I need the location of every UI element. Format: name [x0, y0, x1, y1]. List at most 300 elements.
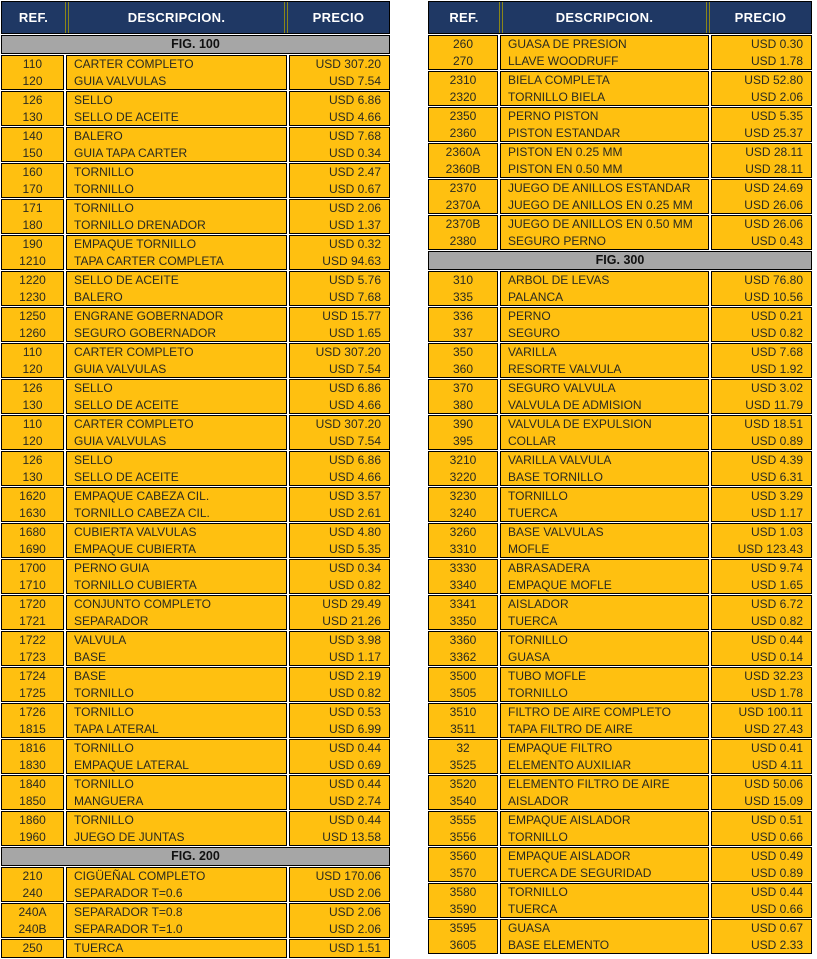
precio-column-box — [711, 739, 812, 774]
row-group — [428, 451, 812, 486]
desc-cell: PERNO GUIA — [74, 561, 150, 575]
precio-column-box — [711, 107, 812, 142]
desc-cell: SELLO DE ACEITE — [74, 469, 179, 484]
ref-column-box — [1, 451, 64, 486]
section-header-fig-300: FIG. 300 — [428, 251, 812, 270]
ref-cell: 3500 — [449, 669, 477, 683]
row-group — [428, 35, 812, 70]
ref-cell: 2370 — [449, 181, 477, 195]
desc-cell: VALVULA — [74, 633, 127, 647]
ref-cell: 1260 — [19, 325, 46, 340]
row-group — [428, 487, 812, 522]
desc-cell: ARBOL DE LEVAS — [508, 273, 610, 287]
ref-cell: 1830 — [19, 757, 46, 772]
desc-cell: SELLO DE ACEITE — [74, 397, 179, 412]
price-cell: USD 0.44 — [328, 813, 381, 827]
price-cell: USD 0.30 — [750, 37, 803, 51]
ref-cell: 1690 — [19, 541, 46, 556]
price-cell: USD 4.66 — [328, 109, 381, 124]
ref-cell: 2360B — [445, 161, 481, 176]
price-cell: USD 0.34 — [328, 145, 381, 160]
price-cell: USD 11.79 — [745, 397, 803, 412]
ref-cell: 1250 — [19, 309, 46, 323]
descripcion-column-box — [66, 903, 287, 938]
header-ref: REF. — [449, 10, 479, 25]
precio-column-box — [711, 919, 812, 954]
ref-cell: 130 — [22, 469, 43, 484]
price-cell: USD 0.41 — [750, 741, 803, 755]
descripcion-column-box — [66, 415, 287, 450]
ref-cell: 1850 — [19, 793, 46, 808]
price-cell: USD 32.23 — [744, 669, 803, 683]
precio-column-box — [711, 883, 812, 918]
ref-cell: 3310 — [449, 541, 477, 556]
desc-cell: EMPAQUE TORNILLO — [74, 237, 197, 251]
desc-cell: CARTER COMPLETO — [74, 417, 194, 431]
descripcion-column-box — [500, 667, 709, 702]
desc-cell: TORNILLO — [74, 181, 134, 196]
ref-column-box — [428, 919, 498, 954]
price-cell: USD 7.54 — [328, 433, 381, 448]
desc-cell: TAPA LATERAL — [74, 721, 159, 736]
desc-cell: EMPAQUE MOFLE — [508, 577, 612, 592]
price-cell: USD 0.66 — [750, 901, 803, 916]
descripcion-column-box — [500, 703, 709, 738]
ref-cell: 3362 — [449, 649, 477, 664]
row-group — [1, 631, 390, 666]
row-group — [428, 215, 812, 250]
price-cell: USD 0.53 — [328, 705, 381, 719]
descripcion-column-box — [500, 343, 709, 378]
desc-cell: ELEMENTO AUXILIAR — [508, 757, 632, 772]
ref-cell: 126 — [22, 93, 43, 107]
price-cell: USD 1.78 — [750, 685, 803, 700]
ref-column-box — [1, 163, 64, 198]
descripcion-column-box — [66, 775, 287, 810]
descripcion-column-box — [66, 199, 287, 234]
ref-column-box — [428, 667, 498, 702]
ref-column-box — [428, 775, 498, 810]
price-cell: USD 307.20 — [315, 345, 381, 359]
price-cell: USD 28.11 — [745, 145, 803, 159]
desc-cell: RESORTE VALVULA — [508, 361, 622, 376]
desc-cell: TORNILLO — [74, 685, 134, 700]
descripcion-column-box — [500, 307, 709, 342]
price-cell: USD 100.11 — [738, 705, 803, 719]
ref-column-box — [1, 631, 64, 666]
price-cell: USD 6.31 — [750, 469, 803, 484]
price-cell: USD 3.02 — [750, 381, 803, 395]
row-group — [1, 487, 390, 522]
ref-cell: 1710 — [19, 577, 46, 592]
price-cell: USD 2.19 — [328, 669, 381, 683]
precio-column-box — [289, 739, 390, 774]
ref-column-box — [428, 343, 498, 378]
ref-cell: 32 — [456, 741, 470, 755]
desc-cell: CIGÜEÑAL COMPLETO — [74, 869, 206, 883]
ref-column-box — [1, 127, 64, 162]
row-group — [1, 703, 390, 738]
ref-column-box — [1, 55, 64, 90]
price-cell: USD 1.03 — [750, 525, 803, 539]
price-cell: USD 7.68 — [328, 129, 381, 143]
precio-column-box — [711, 631, 812, 666]
price-cell: USD 2.06 — [328, 921, 381, 936]
ref-column-box — [1, 775, 64, 810]
precio-column-box — [711, 703, 812, 738]
price-cell: USD 307.20 — [315, 417, 381, 431]
ref-cell: 140 — [22, 129, 43, 143]
ref-cell: 240 — [22, 885, 43, 900]
ref-column-box — [428, 271, 498, 306]
price-cell: USD 6.86 — [328, 93, 381, 107]
ref-column-box — [1, 867, 64, 902]
desc-cell: TORNILLO — [508, 885, 568, 899]
ref-cell: 120 — [22, 73, 43, 88]
ref-cell: 390 — [452, 417, 474, 431]
ref-cell: 3590 — [449, 901, 477, 916]
ref-cell: 240A — [18, 905, 47, 919]
descripcion-column-box — [500, 487, 709, 522]
price-cell: USD 2.06 — [328, 201, 381, 215]
ref-cell: 110 — [22, 345, 43, 359]
ref-cell: 2350 — [449, 109, 477, 123]
price-cell: USD 4.39 — [750, 453, 803, 467]
ref-column-box — [1, 343, 64, 378]
descripcion-column-box — [500, 215, 709, 250]
desc-cell: BASE VALVULAS — [508, 525, 604, 539]
desc-cell: TORNILLO DRENADOR — [74, 217, 206, 232]
ref-cell: 3520 — [449, 777, 477, 791]
precio-column-box — [289, 163, 390, 198]
ref-cell: 3220 — [449, 469, 477, 484]
price-cell: USD 1.65 — [328, 325, 381, 340]
precio-column-box — [711, 343, 812, 378]
precio-column-box — [289, 811, 390, 846]
desc-cell: GUIA VALVULAS — [74, 433, 167, 448]
ref-cell: 1630 — [19, 505, 46, 520]
ref-column-box — [1, 523, 64, 558]
ref-cell: 3510 — [449, 705, 477, 719]
precio-column-box — [289, 595, 390, 630]
ref-column-box — [428, 379, 498, 414]
ref-cell: 3505 — [449, 685, 477, 700]
precio-column-box — [711, 143, 812, 178]
row-group — [1, 451, 390, 486]
price-cell: USD 26.06 — [744, 197, 803, 212]
ref-cell: 1720 — [19, 597, 46, 611]
precio-column-box — [711, 523, 812, 558]
price-cell: USD 4.66 — [328, 469, 381, 484]
ref-cell: 3360 — [449, 633, 477, 647]
price-cell: USD 0.82 — [750, 325, 803, 340]
descripcion-column-box — [66, 379, 287, 414]
descripcion-column-box — [500, 847, 709, 882]
price-cell: USD 6.86 — [328, 381, 381, 395]
descripcion-column-box — [66, 235, 287, 270]
row-group — [428, 307, 812, 342]
ref-cell: 3260 — [449, 525, 477, 539]
descripcion-column-box — [500, 71, 709, 106]
row-group — [1, 667, 390, 702]
price-cell: USD 0.44 — [750, 633, 803, 647]
desc-cell: GUASA — [508, 649, 551, 664]
row-group — [1, 559, 390, 594]
ref-cell: 370 — [452, 381, 474, 395]
ref-column-box — [1, 199, 64, 234]
price-cell: USD 0.44 — [328, 741, 381, 755]
ref-cell: 1860 — [19, 813, 46, 827]
precio-column-box — [289, 703, 390, 738]
ref-cell: 1726 — [19, 705, 46, 719]
row-group — [1, 163, 390, 198]
row-group — [428, 595, 812, 630]
ref-cell: 3511 — [450, 721, 476, 736]
ref-column-box — [428, 847, 498, 882]
price-cell: USD 25.37 — [744, 125, 803, 140]
ref-column-box — [1, 667, 64, 702]
row-group — [1, 811, 390, 846]
ref-column-box — [1, 379, 64, 414]
desc-cell: PISTON EN 0.50 MM — [508, 161, 623, 176]
price-cell: USD 3.57 — [328, 489, 381, 503]
precio-column-box — [289, 903, 390, 938]
row-group — [428, 179, 812, 214]
ref-column-box — [1, 91, 64, 126]
descripcion-column-box — [500, 739, 709, 774]
desc-cell: COLLAR — [508, 433, 557, 448]
desc-cell: GUASA — [508, 921, 551, 935]
header-precio: PRECIO — [734, 10, 787, 25]
desc-cell: BIELA COMPLETA — [508, 73, 610, 87]
desc-cell: SELLO DE ACEITE — [74, 109, 179, 124]
desc-cell: TAPA CARTER COMPLETA — [74, 253, 224, 268]
precio-column-box — [711, 415, 812, 450]
desc-cell: GUIA VALVULAS — [74, 73, 167, 88]
price-cell: USD 0.89 — [750, 865, 803, 880]
desc-cell: BALERO — [74, 129, 123, 143]
precio-column-box — [289, 235, 390, 270]
ref-cell: 3580 — [449, 885, 477, 899]
row-group — [1, 415, 390, 450]
parts-price-table-left — [1, 1, 390, 959]
price-cell: USD 76.80 — [744, 273, 803, 287]
ref-cell: 130 — [22, 397, 43, 412]
price-cell: USD 7.54 — [328, 361, 381, 376]
ref-cell: 1960 — [19, 829, 46, 844]
precio-column-box — [711, 487, 812, 522]
price-cell: USD 5.35 — [328, 541, 381, 556]
row-group — [428, 343, 812, 378]
desc-cell: TUERCA — [508, 901, 558, 916]
precio-column-box — [289, 451, 390, 486]
precio-column-box — [289, 91, 390, 126]
desc-cell: TORNILLO — [508, 633, 568, 647]
price-cell: USD 2.33 — [750, 937, 803, 952]
precio-column-box — [711, 451, 812, 486]
descripcion-column-box — [66, 163, 287, 198]
row-group — [1, 127, 390, 162]
ref-cell: 260 — [452, 37, 474, 51]
precio-column-box — [711, 667, 812, 702]
row-group — [428, 559, 812, 594]
ref-cell: 210 — [22, 869, 43, 883]
ref-column-box — [1, 703, 64, 738]
price-cell: USD 15.77 — [322, 309, 381, 323]
price-cell: USD 1.92 — [750, 361, 803, 376]
price-cell: USD 6.72 — [750, 597, 803, 611]
desc-cell: SEGURO VALVULA — [508, 381, 616, 395]
price-cell: USD 2.47 — [328, 165, 381, 179]
parts-price-table-right — [428, 1, 812, 955]
price-cell: USD 4.11 — [751, 757, 803, 772]
price-cell: USD 4.80 — [328, 525, 381, 539]
ref-cell: 3595 — [449, 921, 477, 935]
desc-cell: BASE — [74, 649, 107, 664]
descripcion-column-box — [66, 703, 287, 738]
price-cell: USD 2.74 — [328, 793, 381, 808]
ref-cell: 335 — [452, 289, 474, 304]
ref-cell: 270 — [452, 53, 474, 68]
price-cell: USD 0.44 — [328, 777, 381, 791]
price-cell: USD 29.49 — [322, 597, 381, 611]
header-ref: REF. — [18, 10, 49, 25]
ref-column-box — [428, 811, 498, 846]
descripcion-column-box — [66, 343, 287, 378]
ref-column-box — [1, 235, 64, 270]
desc-cell: AISLADOR — [508, 597, 569, 611]
ref-column-box — [428, 307, 498, 342]
row-group — [428, 775, 812, 810]
ref-column-box — [1, 595, 64, 630]
ref-cell: 3555 — [449, 813, 477, 827]
ref-column-box — [1, 559, 64, 594]
desc-cell: ELEMENTO FILTRO DE AIRE — [508, 777, 670, 791]
descripcion-column-box — [500, 919, 709, 954]
descripcion-column-box — [500, 595, 709, 630]
precio-column-box — [711, 559, 812, 594]
price-cell: USD 27.43 — [744, 721, 803, 736]
price-cell: USD 170.06 — [315, 869, 381, 883]
precio-column-box — [711, 179, 812, 214]
ref-cell: 1620 — [19, 489, 46, 503]
descripcion-column-box — [66, 451, 287, 486]
price-cell: USD 3.98 — [328, 633, 381, 647]
ref-cell: 160 — [22, 165, 43, 179]
row-group — [428, 71, 812, 106]
row-group — [428, 847, 812, 882]
ref-cell: 3560 — [449, 849, 477, 863]
ref-cell: 336 — [452, 309, 474, 323]
price-cell: USD 0.34 — [328, 561, 381, 575]
descripcion-column-box — [500, 415, 709, 450]
price-cell: USD 0.51 — [750, 813, 803, 827]
desc-cell: GUASA DE PRESION — [508, 37, 627, 51]
desc-cell: TORNILLO CUBIERTA — [74, 577, 197, 592]
desc-cell: TORNILLO — [74, 777, 134, 791]
ref-cell: 3540 — [449, 793, 477, 808]
precio-column-box — [711, 307, 812, 342]
desc-cell: TAPA FILTRO DE AIRE — [508, 721, 633, 736]
desc-cell: LLAVE WOODRUFF — [508, 53, 619, 68]
row-group — [1, 775, 390, 810]
ref-cell: 1721 — [19, 613, 46, 628]
precio-column-box — [289, 343, 390, 378]
price-cell: USD 0.89 — [750, 433, 803, 448]
ref-cell: 3605 — [449, 937, 477, 952]
row-group — [1, 91, 390, 126]
desc-cell: FILTRO DE AIRE COMPLETO — [508, 705, 671, 719]
ref-cell: 110 — [22, 57, 43, 71]
row-group — [1, 523, 390, 558]
row-group — [1, 271, 390, 306]
price-cell: USD 6.86 — [328, 453, 381, 467]
desc-cell: SEPARADOR T=1.0 — [74, 921, 183, 936]
desc-cell: TORNILLO — [508, 685, 568, 700]
descripcion-column-box — [500, 379, 709, 414]
row-group — [1, 739, 390, 774]
ref-cell: 170 — [22, 181, 43, 196]
ref-cell: 120 — [22, 433, 43, 448]
price-cell: USD 0.21 — [750, 309, 803, 323]
ref-cell: 2360 — [449, 125, 477, 140]
desc-cell: EMPAQUE CABEZA CIL. — [74, 489, 210, 503]
ref-cell: 180 — [22, 217, 43, 232]
row-group — [428, 415, 812, 450]
price-cell: USD 10.56 — [744, 289, 803, 304]
ref-cell: 1680 — [19, 525, 46, 539]
ref-cell: 1723 — [19, 649, 46, 664]
price-cell: USD 307.20 — [315, 57, 381, 71]
descripcion-column-box — [66, 631, 287, 666]
precio-column-box — [289, 307, 390, 342]
desc-cell: VALVULA DE EXPULSION — [508, 417, 652, 431]
ref-column-box — [428, 703, 498, 738]
desc-cell: TORNILLO CABEZA CIL. — [74, 505, 210, 520]
precio-column-box — [711, 847, 812, 882]
descripcion-column-box — [66, 559, 287, 594]
row-group — [1, 307, 390, 342]
ref-cell: 1815 — [19, 721, 46, 736]
descripcion-column-box — [66, 127, 287, 162]
ref-cell: 350 — [452, 345, 474, 359]
desc-cell: BASE — [74, 669, 107, 683]
ref-cell: 1840 — [19, 777, 46, 791]
descripcion-column-box — [66, 307, 287, 342]
ref-cell: 2380 — [449, 233, 477, 248]
price-cell: USD 5.76 — [328, 273, 381, 287]
row-group — [1, 199, 390, 234]
ref-cell: 1220 — [19, 273, 46, 287]
precio-column-box — [711, 35, 812, 70]
ref-column-box — [1, 739, 64, 774]
precio-column-box — [289, 379, 390, 414]
desc-cell: TORNILLO — [508, 489, 568, 503]
precio-column-box — [289, 127, 390, 162]
ref-cell: 3341 — [449, 597, 477, 611]
precio-column-box — [289, 775, 390, 810]
ref-cell: 1725 — [19, 685, 46, 700]
price-cell: USD 0.67 — [750, 921, 803, 935]
table-header — [428, 1, 812, 34]
desc-cell: SELLO — [74, 453, 113, 467]
ref-cell: 110 — [22, 417, 43, 431]
desc-cell: SELLO — [74, 381, 113, 395]
price-cell: USD 0.69 — [328, 757, 381, 772]
row-group — [428, 667, 812, 702]
ref-cell: 3350 — [449, 613, 477, 628]
desc-cell: JUEGO DE JUNTAS — [74, 829, 185, 844]
